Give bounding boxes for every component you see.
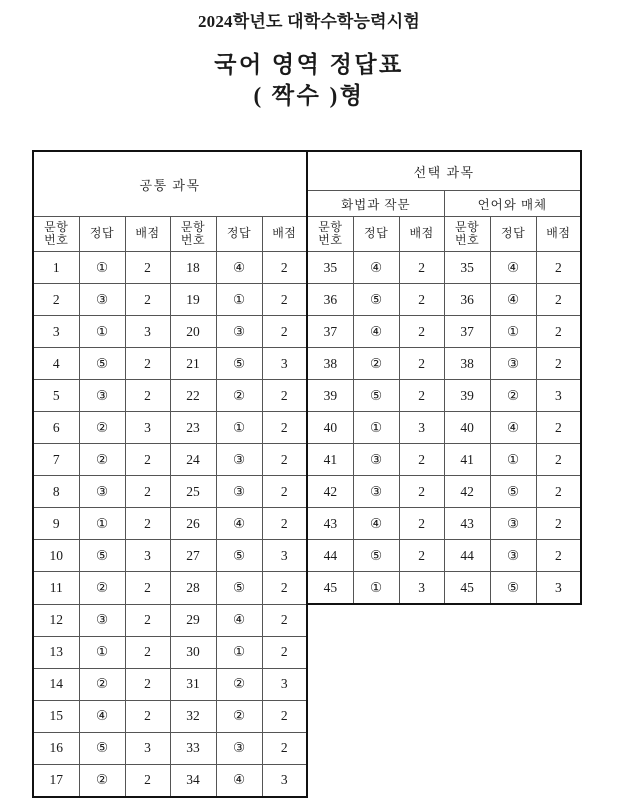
cell-empty	[536, 764, 581, 797]
cell-answer-common: ④	[216, 252, 262, 284]
cell-question-number-common: 4	[33, 348, 79, 380]
cell-points-common: 2	[262, 316, 307, 348]
table-row	[33, 252, 581, 284]
cell-answer-common: ①	[216, 636, 262, 668]
cell-empty	[444, 668, 490, 700]
cell-points-common: 2	[262, 700, 307, 732]
cell-points-common: 3	[262, 764, 307, 797]
cell-points-common: 2	[125, 668, 170, 700]
cell-question-number-common: 27	[170, 540, 216, 572]
table-row	[33, 348, 581, 380]
cell-points-common: 2	[125, 508, 170, 540]
cell-points-common: 2	[262, 380, 307, 412]
form-type-title: ( 짝수 )형	[253, 83, 365, 109]
table-row	[33, 412, 581, 444]
column-header-answer-common-1: 정답	[79, 217, 125, 252]
header-group-elective-a: 화법과 작문	[307, 191, 444, 217]
cell-answer-elective-b: ①	[490, 316, 536, 348]
cell-empty	[399, 764, 444, 797]
cell-question-number-elective-a: 37	[307, 316, 353, 348]
cell-points-elective-b: 2	[536, 444, 581, 476]
cell-question-number-elective-a: 43	[307, 508, 353, 540]
cell-points-elective-a: 3	[399, 412, 444, 444]
cell-empty	[490, 604, 536, 636]
page-title: 국어 영역 정답표	[214, 52, 404, 78]
cell-empty	[399, 636, 444, 668]
column-header-points-common-1: 배점	[125, 217, 170, 252]
cell-empty	[490, 732, 536, 764]
cell-answer-common: ⑤	[216, 572, 262, 605]
cell-answer-elective-a: ③	[353, 444, 399, 476]
cell-points-common: 2	[125, 380, 170, 412]
cell-points-common: 2	[125, 604, 170, 636]
cell-question-number-elective-b: 36	[444, 284, 490, 316]
column-header-number-common-1: 문항 번호	[33, 217, 79, 252]
cell-answer-elective-a: ③	[353, 476, 399, 508]
table-row	[33, 764, 581, 797]
cell-question-number-elective-a: 42	[307, 476, 353, 508]
cell-answer-elective-b: ④	[490, 252, 536, 284]
column-header-points-elective-b: 배점	[536, 217, 581, 252]
cell-points-common: 2	[262, 476, 307, 508]
cell-answer-elective-a: ①	[353, 412, 399, 444]
table-row	[33, 380, 581, 412]
cell-answer-common: ①	[216, 284, 262, 316]
cell-answer-common: ①	[79, 508, 125, 540]
cell-points-common: 2	[125, 284, 170, 316]
cell-question-number-elective-b: 45	[444, 572, 490, 605]
header-group-elective: 선택 과목	[307, 151, 581, 191]
column-header-answer-common-2: 정답	[216, 217, 262, 252]
cell-question-number-elective-a: 44	[307, 540, 353, 572]
cell-points-common: 3	[125, 732, 170, 764]
cell-empty	[353, 732, 399, 764]
column-header-points-common-2: 배점	[262, 217, 307, 252]
cell-points-elective-a: 2	[399, 444, 444, 476]
cell-answer-common: ②	[79, 668, 125, 700]
cell-answer-elective-a: ⑤	[353, 540, 399, 572]
cell-answer-common: ②	[216, 668, 262, 700]
cell-question-number-elective-b: 37	[444, 316, 490, 348]
cell-empty	[353, 668, 399, 700]
cell-answer-elective-b: ③	[490, 540, 536, 572]
cell-question-number-common: 10	[33, 540, 79, 572]
cell-points-common: 2	[125, 348, 170, 380]
cell-empty	[353, 700, 399, 732]
table-row	[33, 540, 581, 572]
cell-question-number-common: 29	[170, 604, 216, 636]
cell-question-number-common: 7	[33, 444, 79, 476]
column-header-points-elective-a: 배점	[399, 217, 444, 252]
cell-empty	[353, 636, 399, 668]
cell-points-common: 3	[125, 412, 170, 444]
cell-question-number-common: 30	[170, 636, 216, 668]
cell-points-elective-b: 2	[536, 412, 581, 444]
cell-points-elective-a: 2	[399, 540, 444, 572]
table-row	[33, 700, 581, 732]
exam-year-title: 2024학년도 대학수학능력시험	[197, 12, 421, 31]
cell-answer-common: ③	[79, 284, 125, 316]
cell-question-number-common: 34	[170, 764, 216, 797]
cell-answer-elective-a: ④	[353, 508, 399, 540]
cell-answer-common: ④	[216, 508, 262, 540]
cell-empty	[536, 732, 581, 764]
cell-answer-common: ⑤	[79, 732, 125, 764]
cell-answer-elective-b: ④	[490, 284, 536, 316]
cell-answer-common: ④	[79, 700, 125, 732]
cell-question-number-common: 19	[170, 284, 216, 316]
cell-points-common: 2	[125, 636, 170, 668]
cell-question-number-common: 18	[170, 252, 216, 284]
column-header-answer-elective-b: 정답	[490, 217, 536, 252]
cell-points-common: 2	[125, 572, 170, 605]
cell-empty	[307, 732, 353, 764]
cell-points-common: 2	[262, 444, 307, 476]
cell-question-number-common: 26	[170, 508, 216, 540]
cell-question-number-common: 20	[170, 316, 216, 348]
column-header-number-elective-b: 문항 번호	[444, 217, 490, 252]
cell-question-number-elective-b: 40	[444, 412, 490, 444]
cell-answer-common: ⑤	[216, 348, 262, 380]
cell-empty	[307, 668, 353, 700]
cell-question-number-elective-a: 35	[307, 252, 353, 284]
cell-question-number-common: 16	[33, 732, 79, 764]
cell-empty	[490, 700, 536, 732]
cell-answer-common: ③	[216, 444, 262, 476]
cell-question-number-common: 13	[33, 636, 79, 668]
cell-answer-common: ③	[79, 380, 125, 412]
cell-points-common: 2	[262, 732, 307, 764]
cell-points-elective-a: 2	[399, 476, 444, 508]
cell-answer-elective-b: ④	[490, 412, 536, 444]
cell-question-number-common: 9	[33, 508, 79, 540]
cell-answer-common: ③	[216, 316, 262, 348]
cell-question-number-elective-a: 45	[307, 572, 353, 605]
column-header-number-common-2: 문항 번호	[170, 217, 216, 252]
cell-points-common: 2	[262, 604, 307, 636]
cell-answer-common: ⑤	[79, 540, 125, 572]
cell-answer-elective-b: ⑤	[490, 572, 536, 605]
table-row	[33, 316, 581, 348]
table-row	[33, 732, 581, 764]
cell-points-elective-b: 2	[536, 508, 581, 540]
cell-points-common: 2	[125, 764, 170, 797]
table-body	[33, 252, 581, 797]
cell-answer-elective-a: ④	[353, 252, 399, 284]
cell-question-number-elective-b: 35	[444, 252, 490, 284]
header-group-elective-b: 언어와 매체	[444, 191, 581, 217]
cell-points-elective-b: 2	[536, 252, 581, 284]
cell-answer-common: ④	[216, 764, 262, 797]
cell-question-number-common: 33	[170, 732, 216, 764]
cell-answer-common: ③	[216, 732, 262, 764]
cell-answer-common: ②	[79, 764, 125, 797]
table-row	[33, 636, 581, 668]
column-header-answer-elective-a: 정답	[353, 217, 399, 252]
cell-points-elective-a: 2	[399, 316, 444, 348]
cell-question-number-common: 2	[33, 284, 79, 316]
cell-question-number-common: 17	[33, 764, 79, 797]
document-titles	[0, 0, 618, 111]
cell-points-common: 2	[262, 284, 307, 316]
cell-question-number-common: 8	[33, 476, 79, 508]
cell-question-number-elective-b: 42	[444, 476, 490, 508]
cell-question-number-common: 22	[170, 380, 216, 412]
cell-question-number-elective-a: 36	[307, 284, 353, 316]
cell-answer-elective-a: ⑤	[353, 284, 399, 316]
cell-empty	[399, 732, 444, 764]
cell-question-number-common: 32	[170, 700, 216, 732]
cell-points-elective-b: 2	[536, 316, 581, 348]
cell-question-number-common: 11	[33, 572, 79, 605]
cell-points-elective-a: 2	[399, 348, 444, 380]
table-row	[33, 604, 581, 636]
cell-answer-common: ②	[216, 700, 262, 732]
cell-points-elective-b: 3	[536, 572, 581, 605]
cell-answer-elective-a: ⑤	[353, 380, 399, 412]
cell-question-number-common: 14	[33, 668, 79, 700]
cell-question-number-common: 31	[170, 668, 216, 700]
cell-points-elective-a: 2	[399, 508, 444, 540]
cell-answer-common: ②	[79, 572, 125, 605]
cell-empty	[307, 636, 353, 668]
cell-empty	[444, 604, 490, 636]
cell-answer-elective-a: ④	[353, 316, 399, 348]
cell-answer-common: ③	[216, 476, 262, 508]
cell-answer-common: ①	[79, 636, 125, 668]
cell-answer-common: ①	[216, 412, 262, 444]
table-row	[33, 476, 581, 508]
cell-points-common: 2	[125, 700, 170, 732]
cell-question-number-elective-a: 39	[307, 380, 353, 412]
cell-empty	[307, 700, 353, 732]
cell-question-number-elective-a: 38	[307, 348, 353, 380]
cell-points-elective-b: 2	[536, 540, 581, 572]
cell-empty	[444, 700, 490, 732]
cell-points-common: 2	[125, 252, 170, 284]
cell-points-elective-a: 2	[399, 284, 444, 316]
cell-answer-elective-b: ⑤	[490, 476, 536, 508]
cell-points-common: 3	[262, 348, 307, 380]
cell-points-common: 2	[262, 252, 307, 284]
cell-question-number-elective-a: 40	[307, 412, 353, 444]
cell-question-number-common: 1	[33, 252, 79, 284]
cell-question-number-elective-b: 43	[444, 508, 490, 540]
cell-question-number-elective-a: 41	[307, 444, 353, 476]
cell-points-common: 3	[262, 668, 307, 700]
table-row	[33, 572, 581, 605]
answer-key-table-wrap	[32, 150, 582, 798]
cell-answer-common: ③	[79, 476, 125, 508]
cell-question-number-common: 15	[33, 700, 79, 732]
table-row	[33, 668, 581, 700]
cell-answer-common: ②	[79, 444, 125, 476]
cell-points-elective-a: 2	[399, 252, 444, 284]
cell-question-number-elective-b: 38	[444, 348, 490, 380]
cell-answer-common: ②	[216, 380, 262, 412]
table-row	[33, 284, 581, 316]
cell-question-number-elective-b: 41	[444, 444, 490, 476]
cell-points-common: 2	[262, 636, 307, 668]
cell-empty	[444, 764, 490, 797]
cell-points-common: 2	[262, 508, 307, 540]
cell-question-number-common: 25	[170, 476, 216, 508]
cell-question-number-common: 28	[170, 572, 216, 605]
cell-empty	[353, 764, 399, 797]
cell-empty	[399, 668, 444, 700]
cell-empty	[536, 604, 581, 636]
cell-answer-elective-b: ③	[490, 508, 536, 540]
cell-question-number-common: 12	[33, 604, 79, 636]
column-header-number-elective-a: 문항 번호	[307, 217, 353, 252]
cell-empty	[444, 732, 490, 764]
cell-points-elective-a: 2	[399, 380, 444, 412]
cell-points-common: 3	[125, 540, 170, 572]
cell-answer-elective-a: ①	[353, 572, 399, 605]
cell-question-number-elective-b: 44	[444, 540, 490, 572]
cell-question-number-common: 24	[170, 444, 216, 476]
cell-points-elective-b: 3	[536, 380, 581, 412]
cell-answer-common: ①	[79, 316, 125, 348]
cell-question-number-common: 23	[170, 412, 216, 444]
table-header	[33, 151, 581, 252]
cell-empty	[536, 636, 581, 668]
cell-empty	[353, 604, 399, 636]
cell-points-elective-b: 2	[536, 476, 581, 508]
cell-answer-common: ③	[79, 604, 125, 636]
answer-key-table	[32, 150, 582, 798]
cell-empty	[490, 764, 536, 797]
cell-answer-common: ①	[79, 252, 125, 284]
cell-answer-elective-b: ②	[490, 380, 536, 412]
cell-empty	[536, 700, 581, 732]
cell-question-number-common: 21	[170, 348, 216, 380]
cell-answer-elective-a: ②	[353, 348, 399, 380]
table-row	[33, 444, 581, 476]
cell-empty	[307, 764, 353, 797]
cell-empty	[490, 636, 536, 668]
cell-points-common: 2	[262, 412, 307, 444]
cell-answer-common: ⑤	[79, 348, 125, 380]
cell-points-common: 2	[125, 444, 170, 476]
cell-answer-common: ⑤	[216, 540, 262, 572]
cell-answer-elective-b: ①	[490, 444, 536, 476]
table-row	[33, 508, 581, 540]
cell-points-elective-b: 2	[536, 348, 581, 380]
cell-points-common: 2	[125, 476, 170, 508]
cell-answer-elective-b: ③	[490, 348, 536, 380]
cell-empty	[307, 604, 353, 636]
cell-question-number-elective-b: 39	[444, 380, 490, 412]
cell-answer-common: ④	[216, 604, 262, 636]
cell-points-common: 3	[262, 540, 307, 572]
cell-points-elective-a: 3	[399, 572, 444, 605]
cell-empty	[444, 636, 490, 668]
cell-empty	[490, 668, 536, 700]
cell-answer-common: ②	[79, 412, 125, 444]
cell-question-number-common: 5	[33, 380, 79, 412]
cell-empty	[399, 700, 444, 732]
cell-empty	[536, 668, 581, 700]
cell-empty	[399, 604, 444, 636]
cell-question-number-common: 6	[33, 412, 79, 444]
cell-points-elective-b: 2	[536, 284, 581, 316]
cell-points-common: 3	[125, 316, 170, 348]
cell-question-number-common: 3	[33, 316, 79, 348]
header-group-common: 공통 과목	[33, 151, 307, 217]
cell-points-common: 2	[262, 572, 307, 605]
